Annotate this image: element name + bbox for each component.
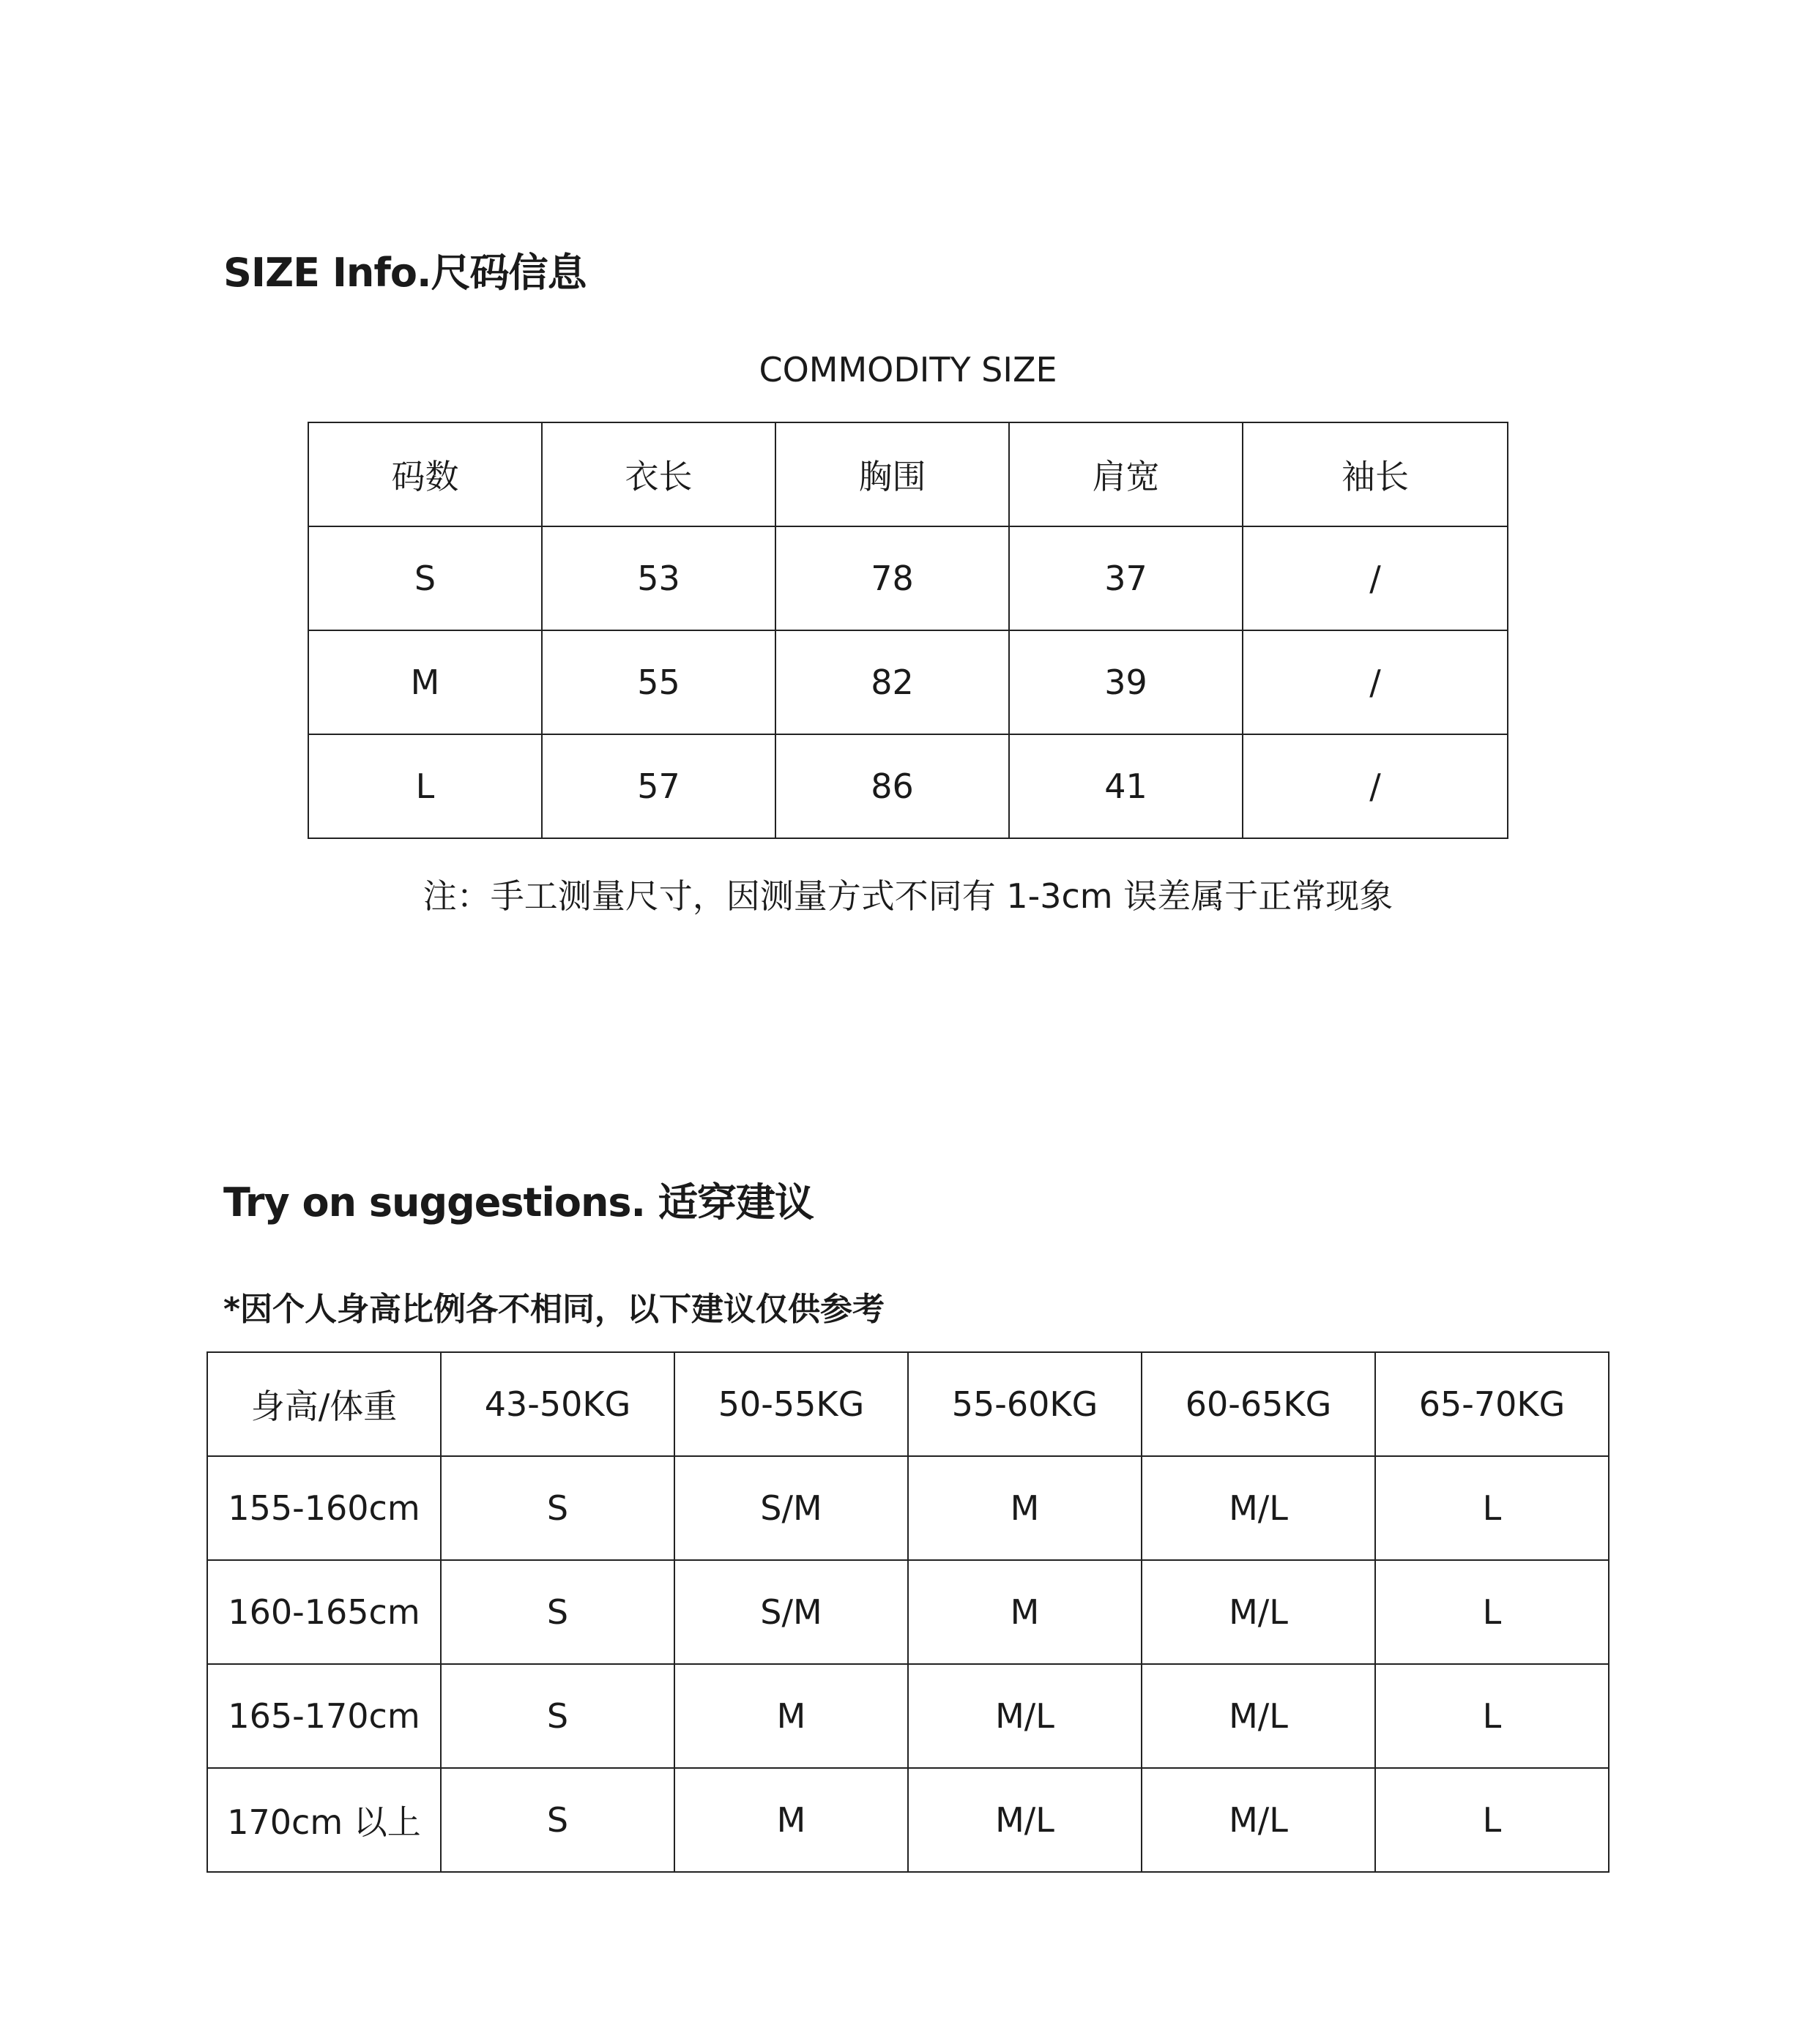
table-row — [207, 1456, 1609, 1560]
table-cell: L — [308, 734, 542, 838]
suggestion-disclaimer: *因个人身高比例各不相同，以下建议仅供参考 — [223, 1291, 885, 1328]
table-cell: M — [308, 630, 542, 734]
table-header-cell: 43-50KG — [441, 1352, 674, 1456]
table-row — [308, 734, 1508, 838]
table-header-cell: 60-65KG — [1142, 1352, 1375, 1456]
table-row — [308, 630, 1508, 734]
table-cell: 41 — [1009, 734, 1243, 838]
table-cell: M/L — [908, 1768, 1142, 1872]
table-cell: S — [441, 1560, 674, 1664]
table-cell: L — [1375, 1456, 1609, 1560]
table-cell: 57 — [542, 734, 775, 838]
table-header-row — [308, 422, 1508, 526]
table-header-cell: 胸围 — [775, 422, 1009, 526]
table-header-cell: 袖长 — [1243, 422, 1508, 526]
table-cell: 155-160cm — [207, 1456, 441, 1560]
table-row — [308, 526, 1508, 630]
table-cell: M — [908, 1456, 1142, 1560]
commodity-size-title: COMMODITY SIZE — [759, 350, 1057, 389]
table-cell: 170cm 以上 — [207, 1768, 441, 1872]
measurement-note: 注：手工测量尺寸，因测量方式不同有 1-3cm 误差属于正常现象 — [423, 876, 1393, 916]
table-cell: S/M — [674, 1560, 908, 1664]
table-cell: 55 — [542, 630, 775, 734]
table-cell: S/M — [674, 1456, 908, 1560]
table-cell: M — [674, 1768, 908, 1872]
table-cell: 165-170cm — [207, 1664, 441, 1768]
table-cell: M/L — [1142, 1456, 1375, 1560]
table-row — [207, 1768, 1609, 1872]
table-header-cell: 50-55KG — [674, 1352, 908, 1456]
table-cell: S — [441, 1768, 674, 1872]
table-cell: M/L — [908, 1664, 1142, 1768]
try-on-suggestion-table — [206, 1351, 1610, 1873]
table-cell: L — [1375, 1768, 1609, 1872]
table-header-cell: 身高/体重 — [207, 1352, 441, 1456]
try-on-heading: Try on suggestions. 适穿建议 — [223, 1179, 814, 1226]
table-cell: 160-165cm — [207, 1560, 441, 1664]
table-cell: L — [1375, 1560, 1609, 1664]
table-cell: 53 — [542, 526, 775, 630]
table-cell: M/L — [1142, 1560, 1375, 1664]
table-cell: / — [1243, 526, 1508, 630]
table-cell: / — [1243, 734, 1508, 838]
table-header-row — [207, 1352, 1609, 1456]
table-header-cell: 65-70KG — [1375, 1352, 1609, 1456]
table-cell: 86 — [775, 734, 1009, 838]
table-header-cell: 衣长 — [542, 422, 775, 526]
commodity-size-table — [308, 422, 1508, 839]
table-cell: M/L — [1142, 1664, 1375, 1768]
table-cell: 78 — [775, 526, 1009, 630]
table-row — [207, 1664, 1609, 1768]
table-cell: M/L — [1142, 1768, 1375, 1872]
table-cell: 37 — [1009, 526, 1243, 630]
table-cell: M — [908, 1560, 1142, 1664]
table-cell: 39 — [1009, 630, 1243, 734]
table-cell: S — [441, 1456, 674, 1560]
table-cell: S — [308, 526, 542, 630]
table-cell: S — [441, 1664, 674, 1768]
table-cell: L — [1375, 1664, 1609, 1768]
table-cell: M — [674, 1664, 908, 1768]
size-info-heading: SIZE Info.尺码信息 — [223, 250, 587, 296]
table-header-cell: 肩宽 — [1009, 422, 1243, 526]
table-cell: 82 — [775, 630, 1009, 734]
table-cell: / — [1243, 630, 1508, 734]
table-header-cell: 码数 — [308, 422, 542, 526]
table-header-cell: 55-60KG — [908, 1352, 1142, 1456]
table-row — [207, 1560, 1609, 1664]
